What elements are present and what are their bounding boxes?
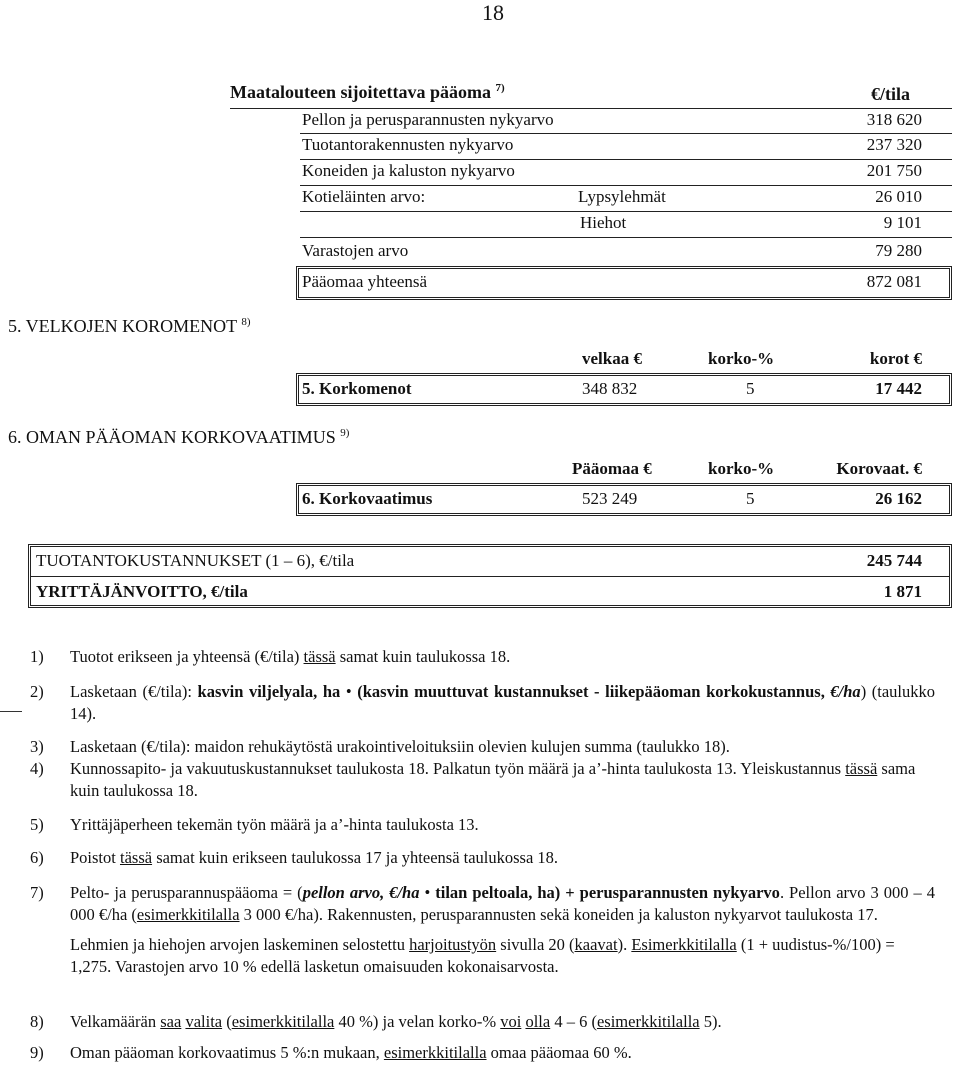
footnote-8 (30, 1011, 935, 1033)
fn-text: Velkamäärän (70, 1012, 161, 1031)
footnote-number: 5) (30, 815, 44, 834)
section5-heading (8, 316, 251, 337)
fn-underline: voi (500, 1012, 522, 1031)
capital-title (230, 82, 505, 103)
section6-col-header: Pääomaa € (572, 459, 652, 478)
section5-col-header: korot € (869, 349, 922, 368)
capital-row-value: 318 620 (866, 110, 922, 129)
fn-text: sama kuin taulukossa 18. (70, 759, 916, 800)
fn-bold: kasvin viljelyala, ha (197, 682, 341, 701)
capital-title-sup: 7) (495, 82, 505, 94)
section5-heading-sup: 8) (241, 316, 251, 328)
capital-row-label: Pellon ja perusparannusten nykyarvo (302, 110, 554, 129)
footnote-text (70, 882, 935, 926)
bullet-icon: • (424, 883, 431, 902)
footnote-text (70, 646, 935, 668)
capital-total-label: Pääomaa yhteensä (302, 272, 428, 291)
footnote-9 (30, 1042, 935, 1064)
footnote-5 (30, 814, 935, 836)
fn-bold: ) + perusparannusten nykyarvo (554, 883, 780, 902)
section5-col-header: velkaa € (582, 349, 642, 368)
footnote-number: 2) (30, 682, 44, 701)
fn-text: 5). (699, 1012, 722, 1031)
footnote-4 (30, 758, 935, 802)
margin-dash (0, 711, 22, 712)
section5-row-label: 5. Korkomenot (302, 379, 412, 398)
fn-underline: Esimerkkitilalla (631, 935, 737, 954)
row-rule (300, 211, 952, 212)
section5-col-header: korko-% (708, 349, 775, 368)
fn-bold-italic: €/ha (830, 682, 861, 701)
footnote-number: 9) (30, 1043, 44, 1062)
section6-heading-sup: 9) (340, 427, 350, 439)
section5-heading-text: 5. VELKOJEN KOROMENOT (8, 316, 237, 336)
section5-row-value: 348 832 (582, 379, 638, 398)
fn-text: . Pellon arvo 3 000 – 4 000 €/ha ( (70, 883, 935, 924)
summary-label: YRITTÄJÄNVOITTO, €/tila (36, 582, 248, 601)
section6-col-header: korko-% (708, 459, 775, 478)
summary-divider (31, 576, 949, 577)
fn-text: Lasketaan (€/tila): (70, 682, 198, 701)
summary-label: TUOTANTOKUSTANNUKSET (1 – 6), €/tila (36, 551, 355, 570)
fn-text: ( (222, 1012, 232, 1031)
fn-text: Pelto- ja perusparannuspääoma = ( (70, 883, 303, 902)
capital-row-sub: Hiehot (580, 213, 627, 232)
capital-row-sub: Lypsylehmät (578, 187, 666, 206)
section5-row-value: 5 (746, 379, 755, 398)
fn-underline: tässä (303, 647, 336, 666)
footnote-text: Lasketaan (€/tila): maidon rehukäytöstä urakointiveloituksiin olevien kulujen summa (taulukko 18). (70, 737, 730, 756)
fn-text: (1 + uudistus-%/100) = 1,275. Varastojen arvo 10 % edellä lasketun omaisuuden kokonaisarvosta. (70, 935, 895, 976)
capital-total-value: 872 081 (866, 272, 922, 291)
fn-text: 3 000 €/ha). Rakennusten, perusparannusten sekä koneiden ja kaluston nykyarvot taulukosta 17. (239, 905, 878, 924)
section6-row-value: 523 249 (582, 489, 638, 508)
bullet-icon: • (345, 682, 352, 701)
summary-value: 245 744 (866, 551, 922, 570)
capital-title-rule (230, 108, 952, 109)
footnote-3 (30, 736, 935, 758)
fn-text: Tuotot erikseen ja yhteensä (€/tila) (70, 647, 304, 666)
fn-bold: tilan peltoala, ha (435, 883, 555, 902)
fn-underline: harjoitustyön (409, 935, 497, 954)
footnote-text (70, 1042, 935, 1064)
section6-col-header: Korovaat. € (836, 459, 922, 478)
fn-text: samat kuin taulukossa 18. (335, 647, 511, 666)
fn-underline: valita (185, 1012, 223, 1031)
footnote-text: Yrittäjäperheen tekemän työn määrä ja a’-hinta taulukosta 13. (70, 815, 479, 834)
footnote-text (70, 681, 935, 725)
fn-text: ) (taulukko 14). (70, 682, 936, 723)
capital-row-value: 79 280 (875, 241, 922, 260)
fn-text: samat kuin erikseen taulukossa 17 ja yhteensä taulukossa 18. (152, 848, 559, 867)
fn-text: ). (617, 935, 632, 954)
fn-bold-italic: pellon arvo, €/ha (302, 883, 420, 902)
capital-title-text: Maatalouteen sijoitettava pääoma (230, 82, 491, 102)
fn-bold: (kasvin muuttuvat kustannukset - liikepääoman korkokustannus, (357, 682, 831, 701)
footnote-6 (30, 847, 935, 869)
capital-row-label: Varastojen arvo (302, 241, 409, 260)
capital-row-value: 201 750 (866, 161, 922, 180)
footnote-number: 4) (30, 759, 44, 778)
fn-underline: kaavat (574, 935, 618, 954)
footnote-7 (30, 882, 935, 978)
footnote-number: 1) (30, 647, 44, 666)
capital-row-label: Tuotantorakennusten nykyarvo (302, 135, 514, 154)
fn-text: 40 %) ja velan korko-% (334, 1012, 501, 1031)
capital-row-value: 26 010 (875, 187, 922, 206)
row-rule (300, 159, 952, 160)
fn-underline: tässä (119, 848, 153, 867)
unit-header: €/tila (871, 84, 910, 104)
footnote-2 (30, 681, 935, 725)
fn-underline: esimerkkitilalla (383, 1043, 487, 1062)
fn-text: omaa pääomaa 60 %. (486, 1043, 632, 1062)
fn-underline: saa (160, 1012, 182, 1031)
capital-row-label: Kotieläinten arvo: (302, 187, 426, 206)
section6-heading (8, 427, 349, 448)
section6-row-value: 5 (746, 489, 755, 508)
row-rule (300, 185, 952, 186)
fn-text: Lehmien ja hiehojen arvojen laskeminen selostettu (70, 935, 410, 954)
capital-row-value: 9 101 (883, 213, 922, 232)
fn-underline: esimerkkitilalla (136, 905, 240, 924)
footnote-number: 8) (30, 1012, 44, 1031)
fn-text: 4 – 6 ( (550, 1012, 597, 1031)
fn-underline: esimerkkitilalla (231, 1012, 335, 1031)
fn-underline: olla (525, 1012, 551, 1031)
row-rule (300, 237, 952, 238)
row-rule (300, 133, 952, 134)
fn-underline: tässä (845, 759, 878, 778)
section6-heading-text: 6. OMAN PÄÄOMAN KORKOVAATIMUS (8, 427, 336, 447)
footnote-number: 3) (30, 737, 44, 756)
fn-underline: esimerkkitilalla (596, 1012, 700, 1031)
fn-text: Poistot (70, 848, 120, 867)
footnote-text (70, 847, 935, 869)
capital-row-label: Koneiden ja kaluston nykyarvo (302, 161, 515, 180)
fn-text: sivulla 20 ( (496, 935, 575, 954)
page-number: 18 (482, 0, 504, 25)
fn-text: Oman pääoman korkovaatimus 5 %:n mukaan, (70, 1043, 384, 1062)
footnote-text (70, 1011, 935, 1033)
section6-row-label: 6. Korkovaatimus (302, 489, 433, 508)
section6-row-value: 26 162 (875, 489, 922, 508)
section5-row-value: 17 442 (875, 379, 922, 398)
footnote-number: 6) (30, 848, 44, 867)
footnote-text (70, 758, 935, 802)
summary-value: 1 871 (883, 582, 922, 601)
footnote-text-para2 (70, 934, 935, 978)
capital-row-value: 237 320 (866, 135, 922, 154)
footnote-1 (30, 646, 935, 668)
footnote-number: 7) (30, 883, 44, 902)
fn-text: Kunnossapito- ja vakuutuskustannukset taulukosta 18. Palkatun työn määrä ja a’-hinta taulukosta 13. Yleiskustannus (70, 759, 846, 778)
